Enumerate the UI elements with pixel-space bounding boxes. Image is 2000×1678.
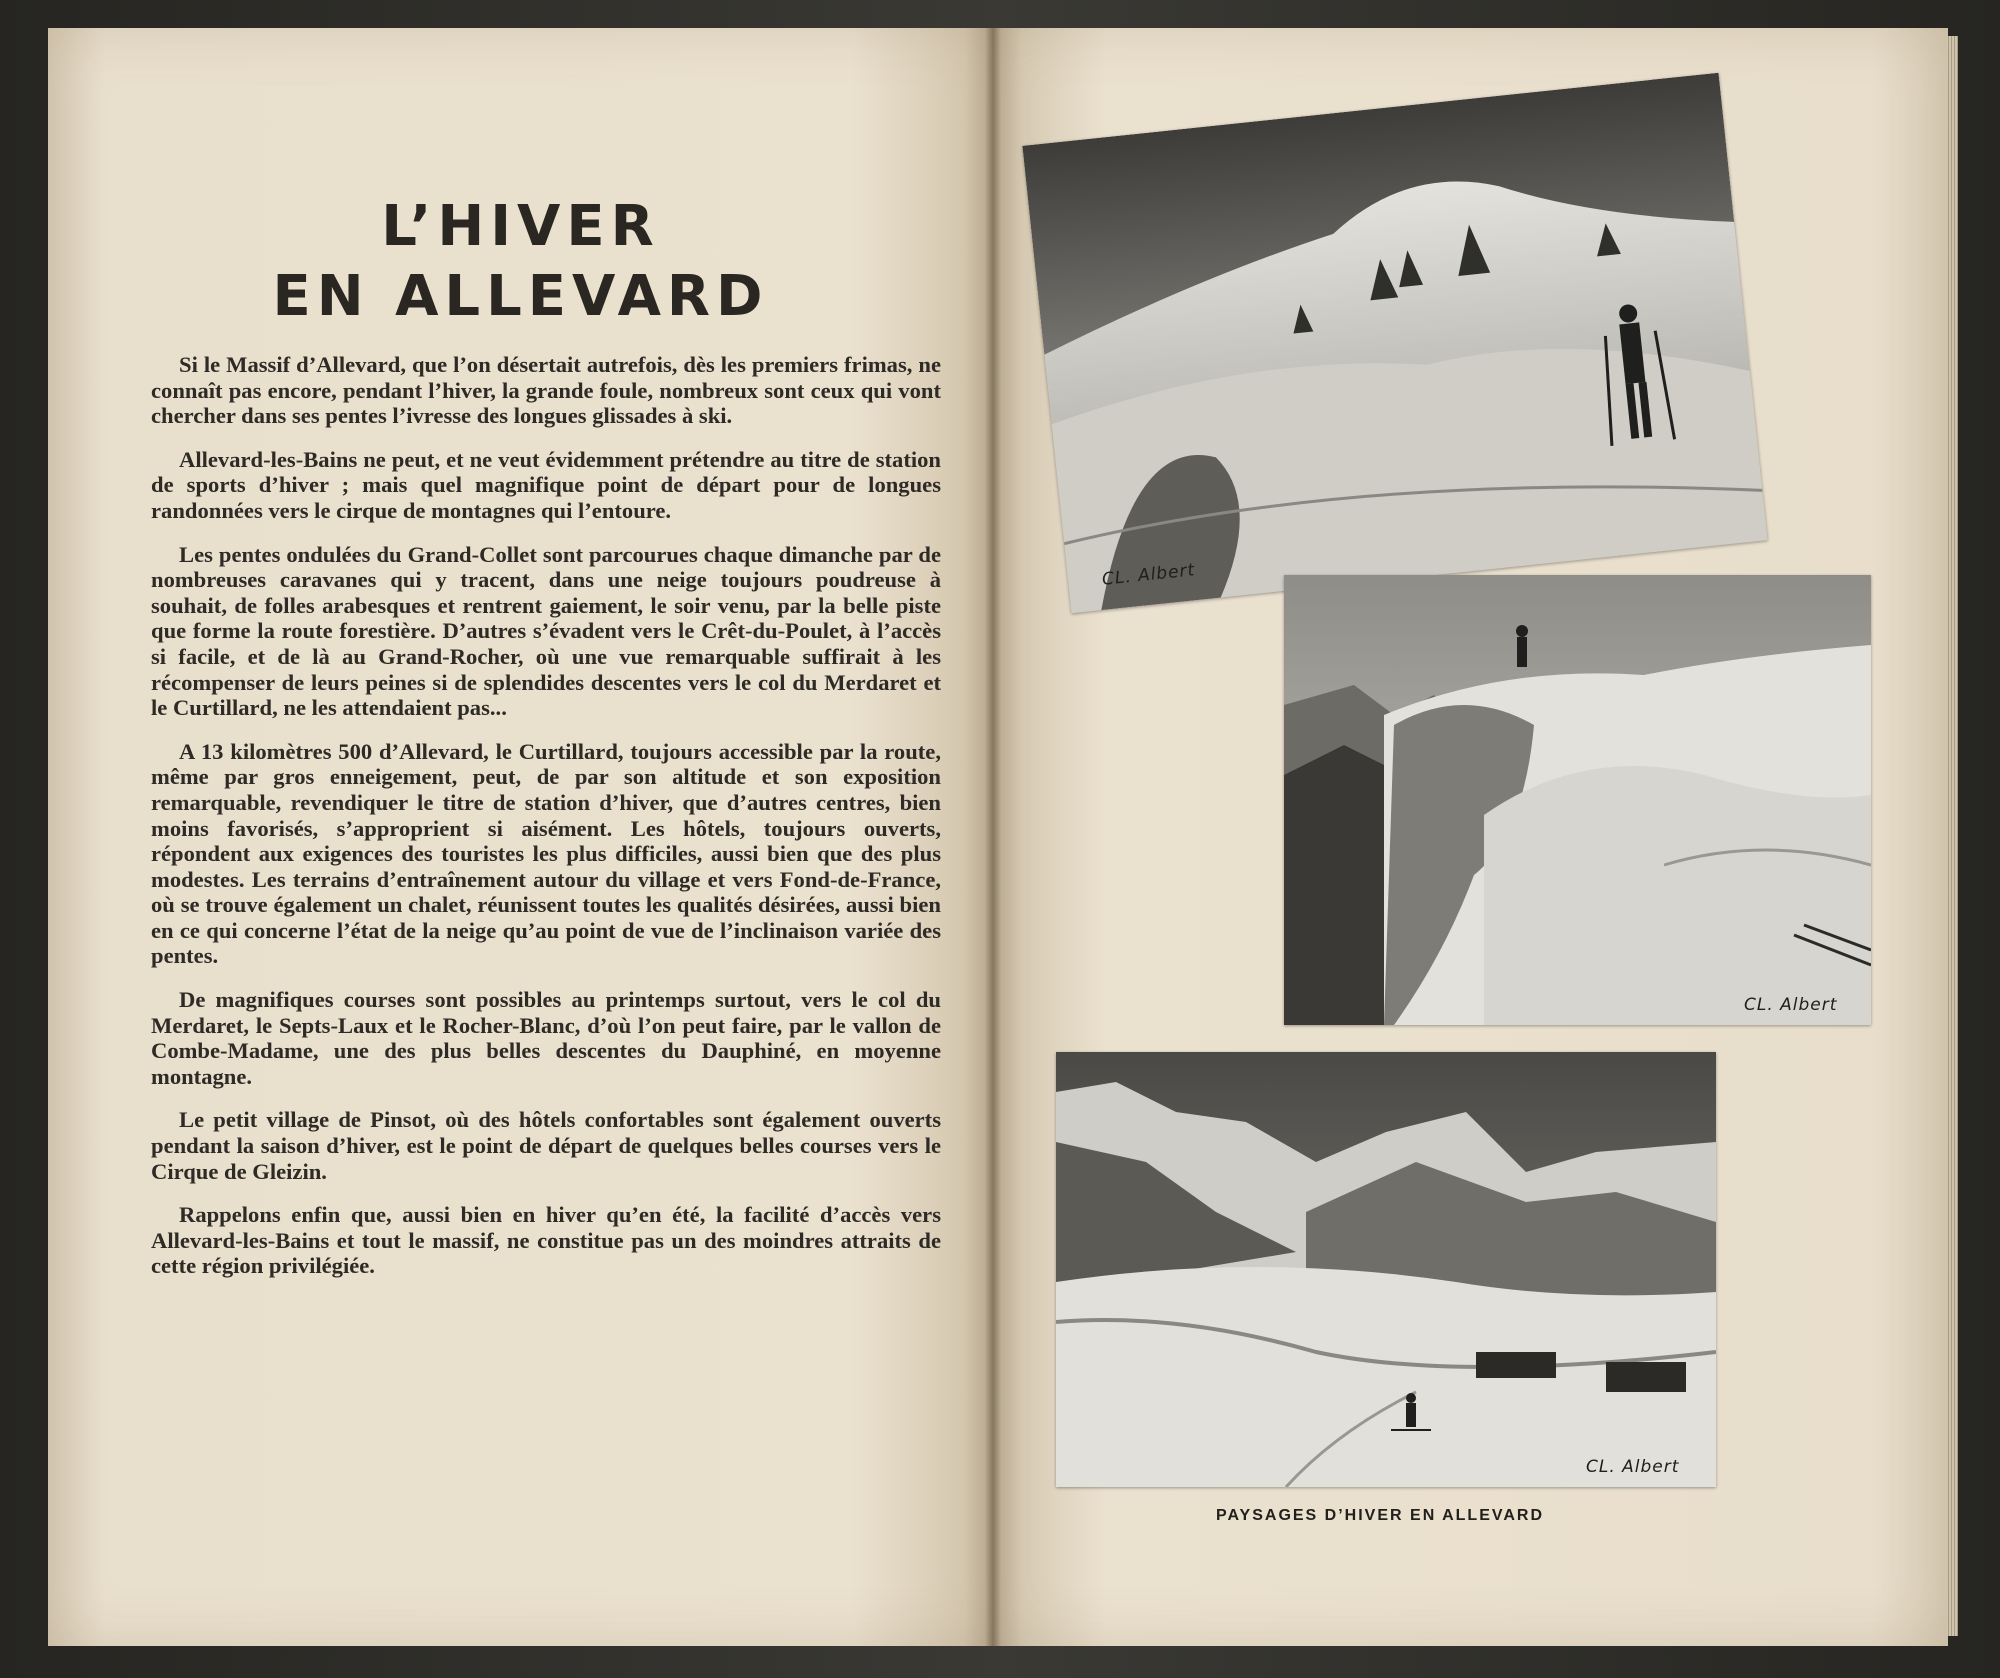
paragraph-1: Si le Massif d’Allevard, que l’on désertait autrefois, dès les premiers frimas, ne connaît pas encore, pendant l’hiver, la grande foule, nombreux sont ceux qui vont chercher dans ses pentes l’ivresse des longues glissades à ski. <box>151 352 941 429</box>
paragraph-6: Le petit village de Pinsot, où des hôtels confortables sont également ouverts pendant la saison d’hiver, est le point de départ de quelques belles courses vers le Cirque de Gleizin. <box>151 1107 941 1184</box>
photo-caption: PAYSAGES D’HIVER EN ALLEVARD <box>1215 1507 1545 1524</box>
skier-on-ridge <box>1516 625 1528 667</box>
article-title-line-2: EN ALLEVARD <box>272 264 769 329</box>
paragraph-2: Allevard-les-Bains ne peut, et ne veut évidemment prétendre au titre de station de sports d’hiver ; mais quel magnifique point de départ pour de longues randonnées vers le cirque de montagnes qui l’entoure. <box>151 446 941 523</box>
article-title-line-1: L’HIVER <box>381 194 660 259</box>
photo-2-image <box>1284 575 1871 1025</box>
photo-grand-collet-skier <box>1022 73 1767 614</box>
paragraph-3: Les pentes ondulées du Grand-Collet sont parcourues chaque dimanche par de nombreuses caravanes qui y tracent, dans une neige toujours poudreuse à souhait, de folles arabesques et rentrent gaiement, le soir venu, par la belle piste que forme la route forestière. D’autres s’évadent vers le Crêt-du-Poulet, à l’accès si facile, et de là au Grand-Rocher, où une vue remarquable suffirait à les récompenser de leurs peines si de splendides descentes vers le col du Merdaret et le Curtillard, ne les attendaient pas... <box>151 541 941 721</box>
photo-3-credit: CL. Albert <box>1586 1457 1680 1477</box>
page-edges <box>1946 36 1958 1636</box>
photo-1-credit: CL. Albert <box>1101 560 1197 590</box>
photo-cornice <box>1284 575 1871 1025</box>
photo-1-image <box>1022 73 1767 614</box>
paragraph-4: A 13 kilomètres 500 d’Allevard, le Curtillard, toujours accessible par la route, même par gros enneigement, peut, de par son altitude et son exposition remarquable, revendiquer le titre de station d’hiver, que d’autres centres, bien moins favorisés, s’approprient si aisément. Les hôtels, toujours ouverts, répondent aux exigences des touristes les plus difficiles, aussi bien que des plus modestes. Les terrains d’entraînement autour du village et vers Fond-de-France, où se trouve également un chalet, réunissent toutes les qualités désirées, aussi bien en ce qui concerne l’état de la neige qu’au point de vue de l’inclinaison variée des pentes. <box>151 738 941 969</box>
paragraph-7: Rappelons enfin que, aussi bien en hiver qu’en été, la facilité d’accès vers Allevard-les-Bains et tout le massif, ne constitue pas un des moindres attraits de cette région privilégiée. <box>151 1202 941 1279</box>
photo-2-credit: CL. Albert <box>1744 995 1838 1015</box>
article-body <box>151 352 941 1297</box>
paragraph-5: De magnifiques courses sont possibles au printemps surtout, vers le col du Merdaret, le Septs-Laux et le Rocher-Blanc, d’où l’on peut faire, par le vallon de Combe-Madame, une des plus belles descentes du Dauphiné, en moyenne montagne. <box>151 987 941 1089</box>
photo-valley-skier <box>1056 1052 1716 1487</box>
photo-3-image <box>1056 1052 1716 1487</box>
